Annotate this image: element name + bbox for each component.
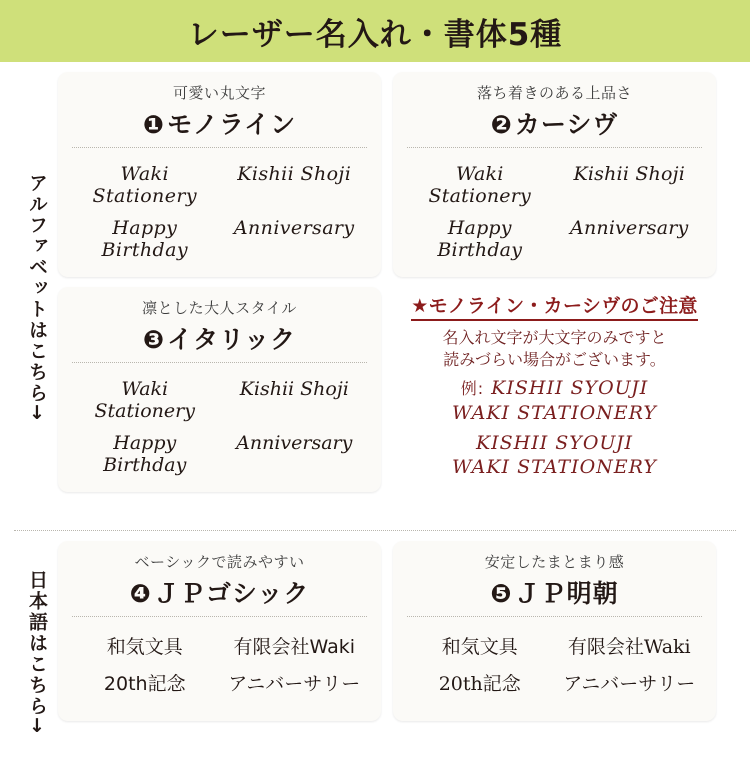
card-title-text: カーシヴ	[514, 110, 619, 139]
notice-example-row: KISHII SYOUJI	[475, 431, 634, 454]
notice-body-line-2: 読みづらい場合がございます。	[443, 349, 666, 369]
card-title-text: ＪＰゴシック	[153, 579, 310, 608]
card-subtitle: 落ち着きのある上品さ	[476, 84, 632, 102]
card-divider	[407, 147, 702, 148]
sample-text: Happy Birthday	[103, 432, 187, 476]
alphabet-card-grid	[58, 72, 736, 522]
card-divider	[407, 616, 702, 617]
sample-text: 20th記念	[103, 673, 186, 695]
sample-text: 有限会社Waki	[233, 636, 355, 658]
card-samples	[405, 627, 704, 701]
card-subtitle: 安定したまとまり感	[484, 553, 625, 571]
sample-text: Kishii Shoji	[573, 163, 685, 185]
card-subtitle: 可愛い丸文字	[172, 84, 266, 102]
card-number: ❹	[129, 579, 152, 608]
card-title	[70, 574, 369, 610]
card-title	[405, 105, 704, 141]
sample-text: 和気文具	[106, 636, 183, 658]
card-number: ❶	[142, 110, 166, 139]
sample-text: Kishii Shoji	[237, 163, 352, 185]
card-title	[70, 105, 369, 141]
card-title	[405, 574, 704, 610]
sample-text: アニバーサリー	[228, 673, 361, 695]
card-subtitle: ベーシックで読みやすい	[134, 553, 305, 571]
card-number: ❺	[490, 579, 513, 608]
sample-text: Happy Birthday	[437, 217, 523, 261]
notice-body	[399, 327, 710, 370]
font-card-jp-mincho[interactable]	[393, 541, 716, 721]
sample-text: Anniversary	[233, 217, 355, 239]
page-content	[0, 62, 750, 750]
sample-text: Kishii Shoji	[239, 378, 349, 400]
font-card-italic[interactable]	[58, 287, 381, 492]
sample-text: 20th記念	[438, 673, 521, 695]
notice-example-label: 例:	[460, 379, 485, 399]
card-divider	[72, 362, 367, 363]
japanese-card-grid	[58, 541, 736, 763]
sample-text: アニバーサリー	[563, 673, 696, 695]
card-samples	[70, 627, 369, 701]
section-alphabet	[14, 72, 736, 522]
star-icon: ★	[411, 295, 429, 317]
sample-text: Waki Stationery	[92, 163, 197, 207]
page-title: レーザー名入れ・書体5種	[187, 16, 563, 53]
sample-text: Anniversary	[236, 432, 353, 454]
card-samples	[405, 158, 704, 266]
notice-title	[411, 291, 697, 321]
notice-example-text: KISHII SYOUJI	[491, 377, 649, 400]
section-japanese	[14, 541, 736, 763]
notice-body-line-1: 名入れ文字が大文字のみですと	[442, 328, 667, 347]
section-japanese-side-label	[14, 541, 58, 763]
notice-example-row: WAKI STATIONERY	[452, 401, 657, 424]
sample-text: Happy Birthday	[101, 217, 188, 261]
card-number: ❷	[490, 110, 513, 139]
card-title-text: モノライン	[167, 110, 297, 139]
sample-text: Waki Stationery	[94, 378, 195, 422]
notice-examples	[399, 376, 710, 479]
card-number: ❸	[142, 325, 166, 354]
card-title-text: ＪＰ明朝	[514, 579, 619, 608]
sample-text: 有限会社Waki	[567, 636, 691, 658]
card-divider	[72, 147, 367, 148]
card-samples	[70, 373, 369, 481]
sample-text: 和気文具	[441, 636, 518, 658]
font-card-cursive[interactable]	[393, 72, 716, 277]
section-separator	[14, 530, 736, 531]
page-header	[0, 0, 750, 62]
card-samples	[70, 158, 369, 266]
card-title	[70, 320, 369, 356]
sample-text: Anniversary	[570, 217, 689, 239]
sample-text: Waki Stationery	[428, 163, 531, 207]
notice-block	[393, 287, 716, 492]
card-subtitle: 凛とした大人スタイル	[142, 299, 297, 317]
notice-title-text: モノライン・カーシヴのご注意	[428, 295, 698, 317]
side-label-text: 日本語はこちら→	[25, 569, 48, 735]
notice-example-row: WAKI STATIONERY	[452, 456, 657, 479]
font-card-monoline[interactable]	[58, 72, 381, 277]
section-alphabet-side-label	[14, 72, 58, 522]
card-divider	[72, 616, 367, 617]
card-title-text: イタリック	[167, 325, 297, 354]
notice-example-row	[399, 376, 710, 400]
side-label-text: アルファベットはこちら→	[25, 172, 48, 422]
font-card-jp-gothic[interactable]	[58, 541, 381, 721]
